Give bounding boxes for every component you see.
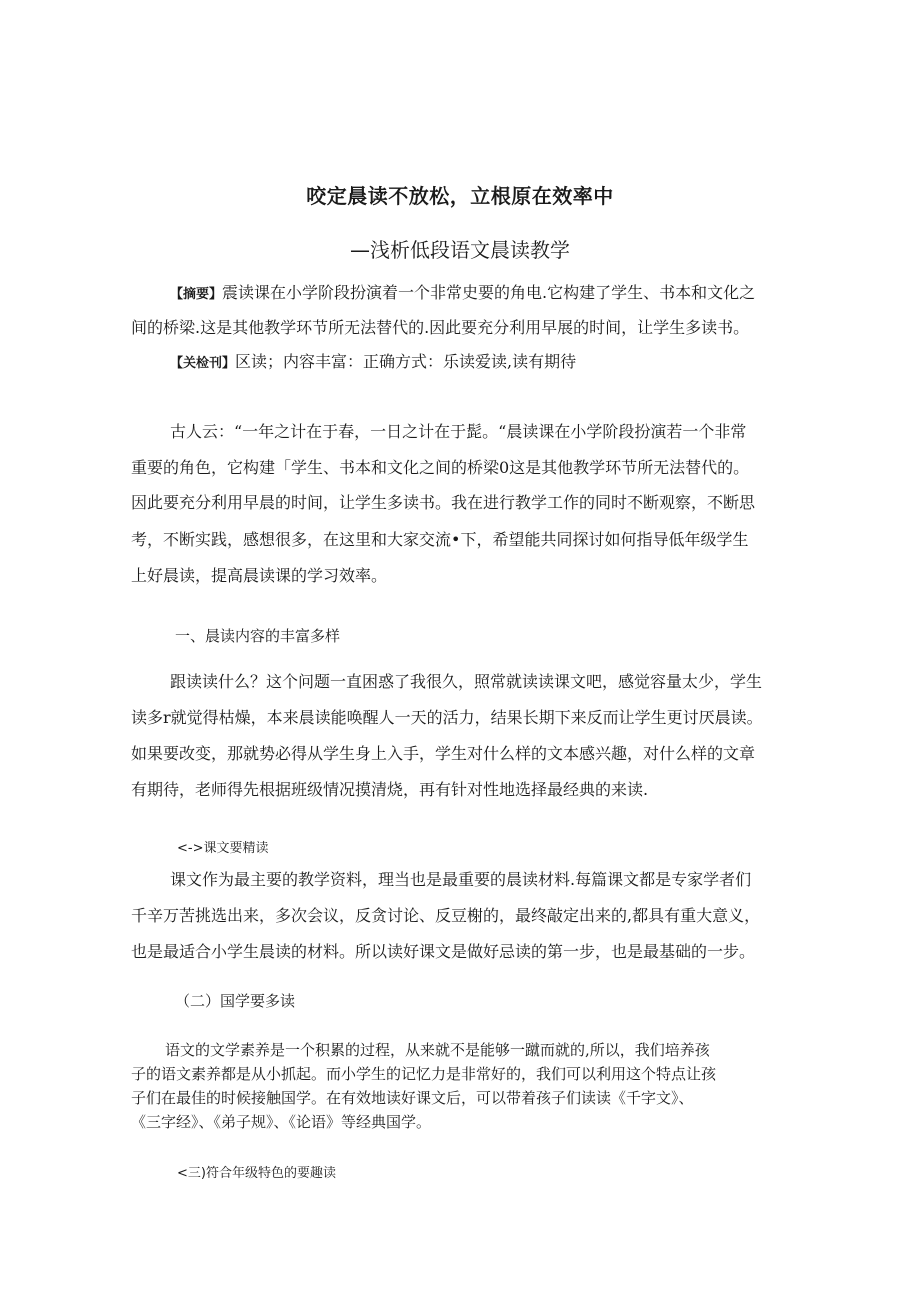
sub-1-line-1: 课文作为最主要的教学资料，理当也是最重要的晨读材料.每篇课文都是专家学者们 — [170, 870, 752, 889]
intro-line-1: 古人云：“一年之计在于春，一日之计在于髭。“晨读课在小学阶段扮演若一个非常 — [170, 422, 747, 441]
sub-1-line-3: 也是最适合小学生晨读的材料。所以读好课文是做好忌读的第一步，也是最基础的一步。 — [131, 942, 756, 961]
abstract-line-2: 间的桥梁.这是其他教学环节所无法替代的.因此要充分利用早展的时间，让学生多读书。 — [131, 318, 750, 337]
abstract-line-1 — [170, 283, 755, 305]
intro-line-2: 重要的角色，它构建「学生、书本和文化之间的桥梁0这是其他教学环节所无法替代的。 — [131, 458, 750, 477]
sub-1-line-2: 千辛万苦挑选出来，多次会议，反贪讨论、反豆榭的，最终敲定出来的,都具有重大意义， — [131, 906, 761, 925]
section-1-line-4: 有期待，老师得先根据班级情况摸清烧，再有针对性地选择最经典的来读. — [131, 780, 649, 799]
intro-line-4: 考，不断实践，感想很多，在这里和大家交流•下，希望能共同探讨如何指导低年级学生 — [131, 530, 749, 549]
keywords-label: 【关检刊】 — [170, 356, 236, 371]
sub-2-heading: （二）国学要多读 — [175, 992, 296, 1010]
sub-1-heading: <->课文要精读 — [177, 841, 269, 856]
section-1-line-3: 如果要改变，那就势必得从学生身上入手，学生对什么样的文本感兴趣，对什么样的文章 — [131, 744, 756, 763]
sub-2-line-3: 子们在最佳的时候接触国学。在有效地读好课文后，可以带着孩子们读读《千字文》、 — [131, 1089, 694, 1107]
section-1-line-2: 读多r就觉得枯燥，本来晨读能唤醒人一天的活力，结果长期下来反而让学生更讨厌晨读。 — [131, 708, 763, 727]
sub-2-line-4: 《三字经》、《弟子规》、《论语》等经典国学。 — [131, 1113, 432, 1131]
keywords-text: 区读；内容丰富：正确方式：乐读爱读,读有期待 — [235, 352, 577, 371]
intro-line-3: 因此要充分利用早晨的时间，让学生多读书。我在进行教学工作的同时不断观察，不断思 — [131, 493, 756, 512]
abstract-label: 【摘要】 — [170, 287, 223, 302]
sub-2-line-2: 子的语文素养都是从小抓起。而小学生的记忆力是非常好的，我们可以利用这个特点让孩 — [131, 1065, 717, 1083]
intro-line-5: 上好晨读，提高晨读课的学习效率。 — [131, 566, 388, 585]
section-1-line-1: 跟读读什么？这个问题一直困惑了我很久，照常就读读课文吧，感觉容量太少，学生 — [170, 672, 763, 691]
section-1-heading: 一、晨读内容的丰富多样 — [175, 627, 341, 645]
sub-3-heading: <三)符合年级特色的要趣读 — [177, 1166, 336, 1181]
document-subtitle: —浅析低段语文晨读教学 — [350, 238, 570, 262]
keywords-line — [170, 352, 576, 374]
document-title: 咬定晨读不放松，立根原在效率中 — [306, 184, 614, 208]
abstract-text-1: 震读课在小学阶段扮演着一个非常史要的角电.它构建了学生、书本和文化之 — [222, 283, 756, 302]
sub-2-line-1: 语文的文学素养是一个积累的过程，从来就不是能够一蹴而就的,所以，我们培养孩 — [165, 1041, 710, 1059]
